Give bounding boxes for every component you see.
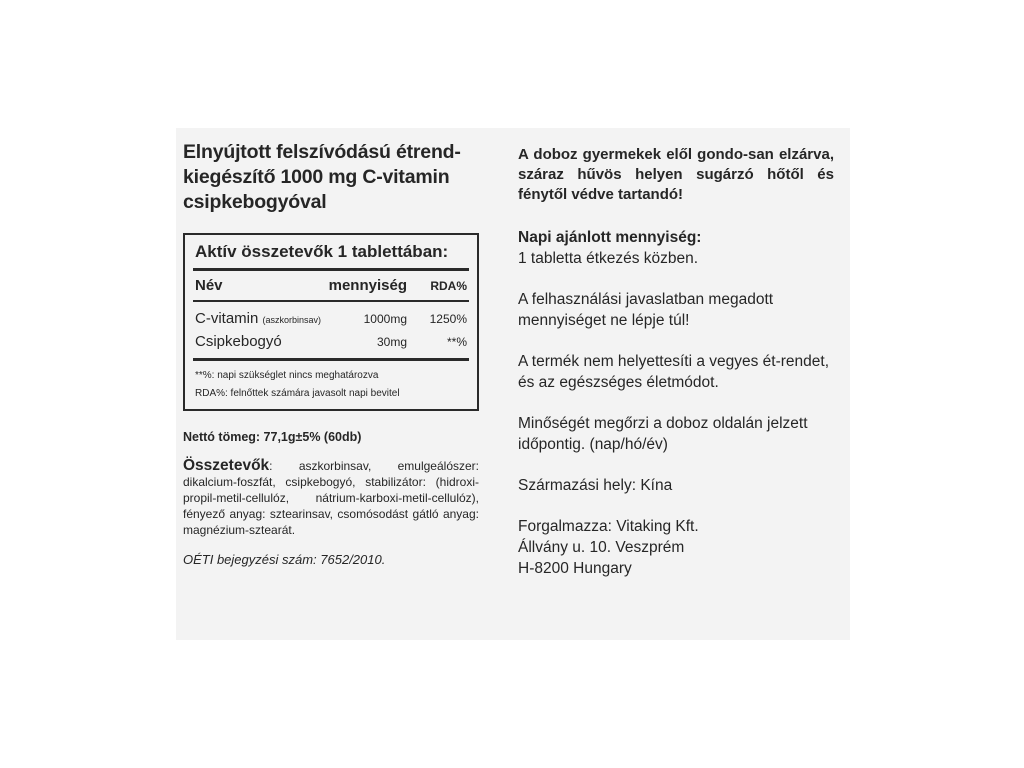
distributor-line-2: Állvány u. 10. Veszprém [518, 539, 685, 556]
row-name: C-vitamin [195, 310, 259, 327]
column-name: Név [195, 277, 223, 294]
title-line-3: csipkebogyóval [183, 191, 327, 213]
storage-warning: A doboz gyermekek elől gondo-san elzárva, száraz hűvös helyen sugárzó hőtől és fénytől védve tartandó! [518, 146, 834, 203]
row-rda: **% [446, 335, 467, 349]
ingredients-label: Összetevők [183, 457, 270, 474]
title-line-1: Elnyújtott felszívódású étrend- [183, 141, 461, 163]
best-before: Minőségét megőrzi a doboz oldalán jelzett időpontig. (nap/hó/év) [518, 415, 808, 453]
footnote: **%: napi szükséglet nincs meghatározva [195, 370, 379, 381]
dosage-warning: A felhasználási javaslatban megadott mennyiséget ne lépje túl! [518, 291, 774, 329]
row-rda: 1250% [429, 312, 467, 326]
footnote: RDA%: felnőttek számára javasolt napi bevitel [195, 388, 400, 399]
table-header [195, 277, 467, 294]
origin: Származási hely: Kína [518, 477, 673, 494]
dosage-label: Napi ajánlott mennyiség: [518, 229, 702, 246]
distributor-line-3: H-8200 Hungary [518, 560, 632, 577]
right-column [518, 145, 834, 579]
registration-number: OÉTI bejegyzési szám: 7652/2010. [183, 552, 386, 567]
table-row [195, 308, 467, 331]
product-title [183, 140, 501, 215]
row-amount: 1000mg [363, 312, 407, 326]
column-amount: mennyiség [328, 277, 407, 294]
row-name: Csipkebogyó [195, 333, 282, 350]
row-amount: 30mg [376, 335, 407, 349]
dosage-text: 1 tabletta étkezés közben. [518, 250, 699, 267]
diet-warning: A termék nem helyettesíti a vegyes ét-rendet, és az egészséges életmódot. [518, 353, 830, 391]
active-ingredients-box [183, 233, 479, 411]
divider [193, 358, 469, 361]
ingredients-text: : aszkorbinsav, emulgeálószer: dikalcium-foszfát, csipkebogyó, stabilizátor: (hidroxi-propil-metil-cellulóz, nátrium-karboxi-metil-cellulóz), fényező anyag: sztearinsav, csomósodást gátló anyag: magnézium-sztearát. [183, 459, 479, 537]
distributor-line-1: Forgalmazza: Vitaking Kft. [518, 518, 699, 535]
net-weight: Nettó tömeg: 77,1g±5% (60db) [183, 430, 362, 444]
title-line-2: kiegészítő 1000 mg C-vitamin [183, 166, 450, 188]
divider [193, 268, 469, 271]
active-ingredients-heading: Aktív összetevők 1 tablettában: [195, 242, 449, 261]
divider [193, 300, 469, 302]
column-rda: RDA% [430, 279, 467, 293]
left-column [183, 140, 501, 567]
table-row [195, 331, 467, 353]
ingredients [183, 458, 479, 538]
row-note: (aszkorbinsav) [262, 315, 322, 325]
